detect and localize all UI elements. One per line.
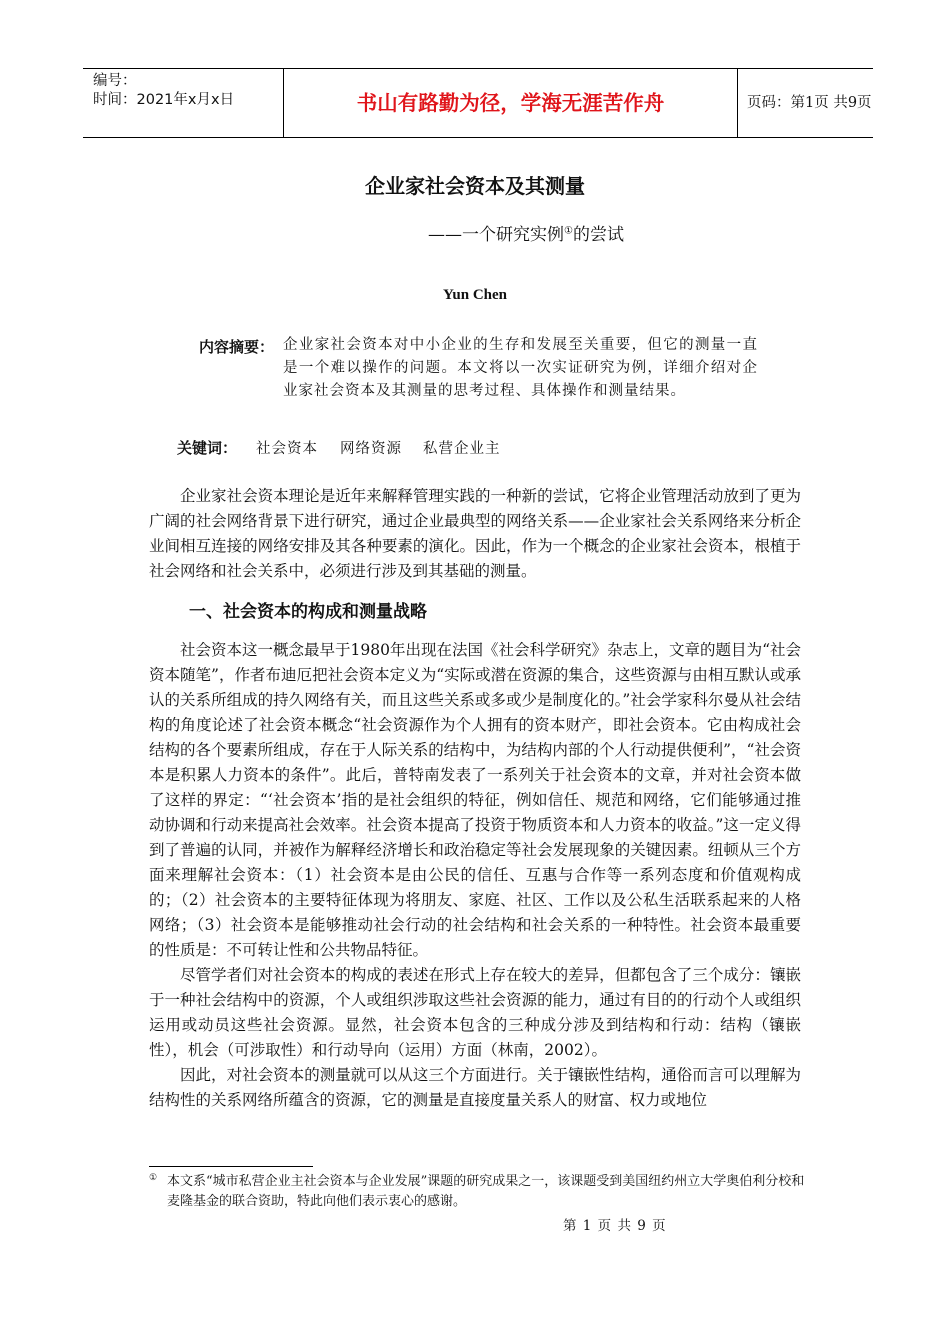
intro-section: [149, 484, 801, 584]
header-time-label: 时间：2021年x月x日: [93, 92, 235, 108]
footnote-mark: ①: [149, 1173, 158, 1183]
document-subtitle: [428, 220, 624, 245]
keyword-item: 私营企业主: [423, 441, 501, 457]
keyword-item: 社会资本: [256, 441, 318, 457]
section-body: [149, 638, 801, 1113]
header-page-info: 页码：第1页 共9页: [747, 95, 872, 111]
subtitle-tail: 的尝试: [572, 225, 624, 245]
header-motto: 书山有路勤为径，学海无涯苦作舟: [283, 69, 738, 137]
subtitle-footnote-ref[interactable]: ①: [564, 225, 573, 237]
document-title: 企业家社会资本及其测量: [365, 174, 585, 198]
abstract-text: 企业家社会资本对中小企业的生存和发展至关重要，但它的测量一直是一个难以操作的问题。本文将以一次实证研究为例，详细介绍对企业家社会资本及其测量的思考过程、具体操作和测量结果。: [283, 337, 758, 399]
body-paragraph: 尽管学者们对社会资本的构成的表述在形式上存在较大的差异，但都包含了三个成分：镶嵌于一种社会结构中的资源，个人或组织涉取这些社会资源的能力，通过有目的的行动个人或组织运用或动员这些社会资源。显然，社会资本包含的三种成分涉及到结构和行动：结构（镶嵌性），机会（可涉取性）和行动导向（运用）方面（林南，2002）。: [149, 966, 801, 1059]
subtitle-text: ——一个研究实例: [428, 225, 564, 245]
body-paragraph: 因此，对社会资本的测量就可以从这三个方面进行。关于镶嵌性结构，通俗而言可以理解为结构性的关系网络所蕴含的资源，它的测量是直接度量关系人的财富、权力或地位: [149, 1066, 801, 1109]
page-header: [83, 68, 873, 138]
author-name: Yun Chen: [442, 287, 508, 303]
footnote-divider: [149, 1166, 313, 1167]
section-heading: 一、社会资本的构成和测量战略: [189, 602, 427, 622]
header-number-label: 编号：: [93, 73, 137, 89]
keywords-label: 关键词：: [177, 439, 238, 457]
intro-paragraph: 企业家社会资本理论是近年来解释管理实践的一种新的尝试，它将企业管理活动放到了更为广阔的社会网络背景下进行研究，通过企业最典型的网络关系——企业家社会关系网络来分析企业间相互连接的网络安排及其各种要素的演化。因此，作为一个概念的企业家社会资本，根植于社会网络和社会关系中，必须进行涉及到其基础的测量。: [149, 487, 801, 580]
abstract-label: 内容摘要：: [199, 338, 275, 356]
body-paragraph: 社会资本这一概念最早于1980年出现在法国《社会科学研究》杂志上，文章的题目为“社会资本随笔”，作者布迪厄把社会资本定义为“实际或潜在资源的集合，这些资源与由相互默认或承认的关系所组成的持久网络有关，而且这些关系或多或少是制度化的。”社会学家科尔曼从社会结构的角度论述了社会资本概念“社会资源作为个人拥有的资本财产，即社会资本。它由构成社会结构的各个要素所组成，存在于人际关系的结构中，为结构内部的个人行动提供便利”，“社会资本是积累人力资本的条件”。此后，普特南发表了一系列关于社会资本的文章，并对社会资本做了这样的界定：“‘社会资本’指的是社会组织的特征，例如信任、规范和网络，它们能够通过推动协调和行动来提高社会效率。社会资本提高了投资于物质资本和人力资本的收益。”这一定义得到了普遍的认同，并被作为解释经济增长和政治稳定等社会发展现象的关键因素。纽顿从三个方面来理解社会资本：（1）社会资本是由公民的信任、互惠与合作等一系列态度和价值观构成的；（2）社会资本的主要特征体现为将朋友、家庭、社区、工作以及公私生活联系起来的人格网络；（3）社会资本是能够推动社会行动的社会结构和社会关系的一种特性。社会资本最重要的性质是：不可转让性和公共物品特征。: [149, 641, 801, 959]
footnote-text: 本文系“城市私营企业主社会资本与企业发展”课题的研究成果之一，该课题受到美国纽约州立大学奥伯利分校和麦隆基金的联合资助，特此向他们表示衷心的感谢。: [167, 1174, 805, 1209]
keyword-item: 网络资源: [340, 441, 402, 457]
header-meta: [83, 69, 283, 137]
page-footer: 第 1 页 共 9 页: [563, 1218, 667, 1234]
